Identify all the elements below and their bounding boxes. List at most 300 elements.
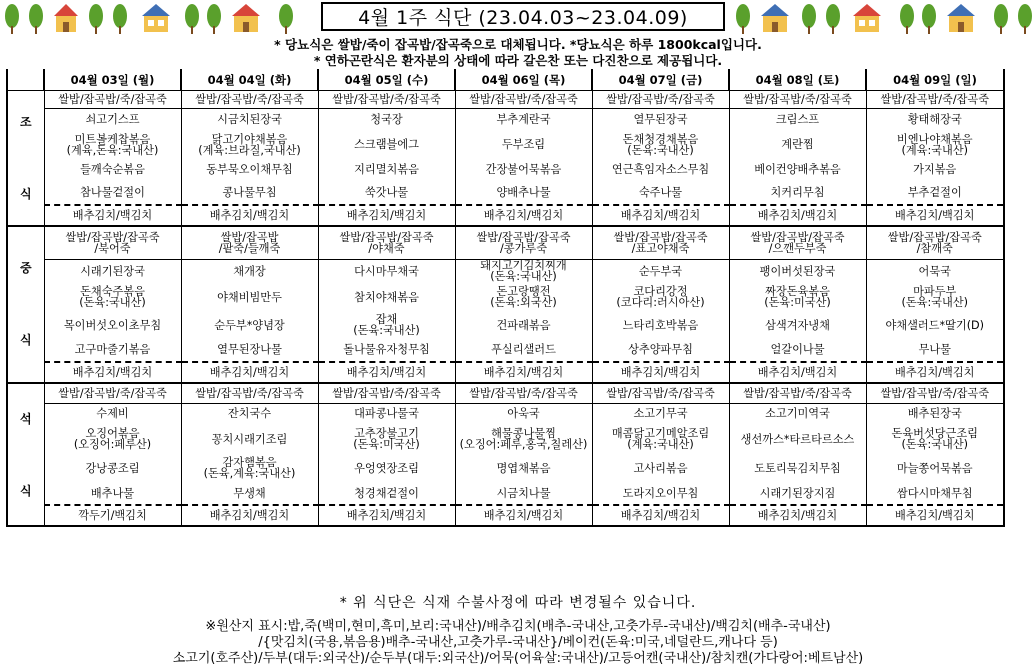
menu-item-text: 크림스프 bbox=[775, 113, 820, 127]
menu-cell bbox=[455, 424, 592, 454]
menu-item-text: 배추김치/백김치 bbox=[620, 208, 701, 222]
menu-cell bbox=[318, 505, 455, 526]
menu-cell bbox=[181, 181, 318, 205]
house-icon bbox=[761, 4, 975, 32]
menu-cell bbox=[44, 362, 181, 383]
menu-cell bbox=[592, 109, 729, 131]
menu-item-text: 시금치된장국 bbox=[217, 113, 282, 127]
menu-item-text: 마파두부 (돈육:국내산) bbox=[901, 285, 969, 309]
menu-item-text: 고추장불고기 (돈육:미국산) bbox=[353, 427, 420, 451]
menu-item-text: 쌀밥/잡곡밥/잡곡죽 /으깬두부죽 bbox=[750, 230, 845, 255]
menu-item-text: 계란찜 bbox=[781, 138, 814, 151]
menu-cell bbox=[455, 282, 592, 312]
notice-diabetic: * 당뇨식은 쌀밥/죽이 잡곡밥/잡곡죽으로 대체됩니다. *당뇨식은 하루 1800kcal입니다. bbox=[274, 37, 762, 52]
menu-item-text: 연근흑임자소스무침 bbox=[611, 163, 710, 176]
menu-cell bbox=[866, 338, 1004, 362]
menu-cell bbox=[866, 505, 1004, 526]
menu-cell bbox=[729, 424, 866, 454]
meal-label bbox=[7, 383, 44, 526]
menu-cell bbox=[455, 383, 592, 403]
menu-item-text: 대파콩나물국 bbox=[354, 407, 419, 421]
meal-label-top: 조 bbox=[19, 114, 32, 129]
menu-item-text: 쑥갓나물 bbox=[364, 185, 409, 199]
menu-cell bbox=[318, 205, 455, 226]
house-icon bbox=[54, 4, 260, 32]
menu-item-text: 배추김치/백김치 bbox=[72, 208, 153, 222]
menu-cell bbox=[729, 362, 866, 383]
menu-item-text: 감자햄볶음 (돈육,계육:국내산) bbox=[203, 456, 296, 480]
menu-cell bbox=[729, 91, 866, 109]
menu-item-text: 배추김치/백김치 bbox=[895, 509, 975, 522]
menu-cell bbox=[866, 383, 1004, 403]
menu-item-text: 깍두기/백김치 bbox=[78, 509, 147, 522]
menu-cell bbox=[866, 482, 1004, 505]
menu-cell bbox=[729, 383, 866, 403]
menu-cell bbox=[44, 260, 181, 283]
menu-cell bbox=[592, 383, 729, 403]
menu-cell bbox=[729, 403, 866, 424]
menu-item-text: 쌀밥/잡곡밥/죽/잡곡죽 bbox=[606, 93, 715, 106]
menu-cell bbox=[44, 403, 181, 424]
menu-cell bbox=[455, 205, 592, 226]
menu-row bbox=[7, 91, 1004, 109]
menu-item-text: 황태해장국 bbox=[907, 113, 962, 127]
origin-line: /{맛김치(국용,볶음용)배추-국내산,고춧가루-국내산}/베이컨(돈육:미국,네덜란드,캐나다 등) bbox=[258, 635, 778, 650]
menu-item-text: 배추김치/백김치 bbox=[72, 366, 153, 379]
menu-cell bbox=[44, 505, 181, 526]
menu-item-text: 쌀밥/잡곡밥/죽/잡곡죽 bbox=[469, 93, 578, 106]
menu-cell bbox=[318, 482, 455, 505]
menu-cell bbox=[181, 159, 318, 181]
menu-item-text: 얼갈이나물 bbox=[770, 343, 825, 356]
menu-row bbox=[7, 338, 1004, 362]
menu-item-text: 무생채 bbox=[233, 486, 266, 500]
menu-item-text: 쌀밥/잡곡밥 /팥죽/들깨죽 bbox=[218, 230, 281, 255]
menu-item-text: 쌀밥/잡곡밥/죽/잡곡죽 bbox=[880, 93, 990, 106]
menu-cell bbox=[181, 482, 318, 505]
menu-item-text: 쌀밥/잡곡밥/죽/잡곡죽 bbox=[195, 93, 304, 106]
menu-item-text: 푸실리샐러드 bbox=[491, 343, 556, 356]
weekly-menu-table bbox=[6, 69, 1005, 527]
menu-item-text: 쌀밥/잡곡밥/죽/잡곡죽 bbox=[58, 386, 167, 400]
menu-cell bbox=[318, 338, 455, 362]
menu-item-text: 부추계란국 bbox=[496, 113, 551, 127]
menu-item-text: 배추김치/백김치 bbox=[757, 366, 838, 379]
menu-row bbox=[7, 424, 1004, 454]
menu-cell bbox=[729, 454, 866, 482]
menu-cell bbox=[592, 454, 729, 482]
menu-cell bbox=[729, 505, 866, 526]
menu-item-text: 순두부*양념장 bbox=[214, 318, 285, 332]
menu-item-text: 참치야채볶음 bbox=[354, 290, 419, 304]
menu-cell bbox=[181, 260, 318, 283]
menu-item-text: 해물콩나물찜 (오징어:페루,홍국,칠레산) bbox=[459, 427, 588, 451]
menu-cell bbox=[455, 403, 592, 424]
menu-cell bbox=[318, 109, 455, 131]
menu-cell bbox=[44, 482, 181, 505]
menu-item-text: 건파래볶음 bbox=[496, 318, 551, 332]
menu-cell bbox=[181, 362, 318, 383]
menu-row bbox=[7, 282, 1004, 312]
menu-item-text: 목이버섯오이초무침 bbox=[63, 318, 162, 332]
origin-line: 소고기(호주산)/두부(대두:외국산)/순두부(대두:외국산)/어묵(어육살:국내산)/고등어캔(국내산)/참치캔(가다랑어:베트남산) bbox=[172, 651, 864, 666]
menu-cell bbox=[455, 181, 592, 205]
menu-cell bbox=[729, 338, 866, 362]
menu-row bbox=[7, 181, 1004, 205]
menu-item-text: 콩나물무침 bbox=[222, 185, 277, 199]
menu-cell bbox=[592, 131, 729, 159]
menu-item-text: 청경채겉절이 bbox=[354, 486, 419, 500]
menu-cell bbox=[318, 362, 455, 383]
menu-cell bbox=[318, 91, 455, 109]
day-header: 04월 07일 (금) bbox=[592, 69, 729, 91]
menu-cell bbox=[318, 260, 455, 283]
meal-label-top: 중 bbox=[19, 261, 32, 276]
menu-cell bbox=[318, 159, 455, 181]
day-header: 04월 05일 (수) bbox=[318, 69, 455, 91]
menu-cell bbox=[181, 424, 318, 454]
menu-item-text: 돈채숙주볶음 (돈육:국내산) bbox=[79, 285, 146, 309]
meal-label bbox=[7, 226, 44, 384]
menu-cell bbox=[592, 282, 729, 312]
menu-cell bbox=[44, 131, 181, 159]
menu-item-text: 시래기된장지짐 bbox=[759, 486, 836, 500]
menu-cell bbox=[455, 159, 592, 181]
menu-item-text: 쌀밥/잡곡밥/죽/잡곡죽 bbox=[743, 386, 852, 400]
menu-item-text: 쌀밥/잡곡밥/죽/잡곡죽 bbox=[743, 93, 852, 106]
menu-item-text: 시래기된장국 bbox=[80, 264, 145, 278]
menu-item-text: 소고기미역국 bbox=[765, 407, 830, 421]
menu-cell bbox=[729, 109, 866, 131]
menu-cell bbox=[729, 181, 866, 205]
notice-block bbox=[0, 37, 1036, 69]
day-header: 04월 08일 (토) bbox=[729, 69, 866, 91]
menu-item-text: 배추김치/백김치 bbox=[209, 366, 290, 379]
menu-item-text: 들깨숙순볶음 bbox=[80, 163, 145, 176]
menu-item-text: 오징어볶음 (오징어:페루산) bbox=[73, 427, 152, 451]
menu-item-text: 고구마줄기볶음 bbox=[74, 343, 151, 356]
menu-item-text: 간장불어묵볶음 bbox=[485, 163, 562, 176]
menu-cell bbox=[44, 159, 181, 181]
menu-cell bbox=[592, 260, 729, 283]
menu-row bbox=[7, 362, 1004, 383]
menu-cell bbox=[866, 403, 1004, 424]
menu-cell bbox=[44, 91, 181, 109]
menu-item-text: 쇠고기스프 bbox=[85, 113, 140, 127]
menu-cell bbox=[318, 383, 455, 403]
menu-cell bbox=[592, 505, 729, 526]
menu-item-text: 배추된장국 bbox=[907, 407, 962, 421]
menu-item-text: 배추김치/백김치 bbox=[209, 208, 290, 222]
menu-cell bbox=[866, 109, 1004, 131]
menu-item-text: 잔치국수 bbox=[227, 407, 272, 421]
menu-cell bbox=[44, 312, 181, 338]
menu-item-text: 야채샐러드*딸기(D) bbox=[885, 318, 985, 332]
menu-cell bbox=[181, 109, 318, 131]
menu-cell bbox=[866, 424, 1004, 454]
menu-item-text: 지리멸치볶음 bbox=[354, 163, 419, 176]
menu-row bbox=[7, 482, 1004, 505]
menu-item-text: 배추김치/백김치 bbox=[757, 509, 838, 522]
menu-cell bbox=[729, 482, 866, 505]
menu-item-text: 쌀밥/잡곡밥/죽/잡곡죽 bbox=[469, 386, 578, 400]
menu-cell bbox=[455, 131, 592, 159]
menu-cell bbox=[318, 181, 455, 205]
menu-cell bbox=[866, 454, 1004, 482]
menu-item-text: 쌀밥/잡곡밥/잡곡죽 /야채죽 bbox=[339, 230, 434, 255]
menu-cell bbox=[318, 403, 455, 424]
menu-cell bbox=[455, 226, 592, 260]
menu-cell bbox=[866, 91, 1004, 109]
menu-item-text: 채개장 bbox=[233, 264, 266, 278]
menu-cell bbox=[318, 282, 455, 312]
change-notice: * 위 식단은 식재 수불사정에 따라 변경될수 있습니다. bbox=[339, 595, 697, 611]
menu-item-text: 배추김치/백김치 bbox=[620, 366, 701, 379]
menu-cell bbox=[866, 226, 1004, 260]
menu-cell bbox=[866, 282, 1004, 312]
menu-item-text: 돈채청경채볶음 (돈육:국내산) bbox=[622, 132, 699, 157]
menu-item-text: 느타리호박볶음 bbox=[622, 318, 699, 332]
menu-row bbox=[7, 403, 1004, 424]
menu-cell bbox=[318, 312, 455, 338]
menu-cell bbox=[455, 482, 592, 505]
menu-item-text: 소고기무국 bbox=[633, 407, 688, 421]
menu-row bbox=[7, 159, 1004, 181]
menu-item-text: 쌀밥/잡곡밥/죽/잡곡죽 bbox=[332, 386, 441, 400]
meal-label-bottom: 식 bbox=[19, 186, 32, 201]
menu-cell bbox=[455, 505, 592, 526]
menu-cell bbox=[44, 383, 181, 403]
menu-cell bbox=[866, 205, 1004, 226]
menu-item-text: 돌나물유자청무침 bbox=[343, 343, 430, 356]
menu-cell bbox=[181, 205, 318, 226]
menu-cell bbox=[181, 91, 318, 109]
menu-item-text: 쌀밥/잡곡밥/죽/잡곡죽 bbox=[880, 386, 990, 400]
menu-cell bbox=[592, 482, 729, 505]
menu-cell bbox=[455, 91, 592, 109]
notice-dysphagia: * 연하곤란식은 환자분의 상태에 따라 갈은찬 또는 다진찬으로 제공됩니다. bbox=[313, 53, 723, 68]
menu-item-text: 돈고랑땡전 (돈육:외국산) bbox=[490, 285, 557, 309]
corner-cell bbox=[7, 69, 44, 91]
meal-label-top: 석 bbox=[19, 411, 32, 426]
menu-item-text: 동부묵오이채무침 bbox=[206, 163, 293, 176]
menu-body bbox=[7, 91, 1004, 527]
menu-item-text: 쌈다시마채무침 bbox=[896, 486, 973, 500]
menu-cell bbox=[181, 226, 318, 260]
menu-cell bbox=[729, 260, 866, 283]
menu-item-text: 청국장 bbox=[370, 113, 403, 127]
menu-item-text: 매콤닭고기메알조림 (계육:국내산) bbox=[611, 427, 710, 451]
menu-cell bbox=[44, 181, 181, 205]
menu-cell bbox=[592, 226, 729, 260]
menu-cell bbox=[455, 338, 592, 362]
menu-item-text: 코다리강정 (코다리:러시아산) bbox=[616, 285, 705, 309]
menu-cell bbox=[729, 282, 866, 312]
menu-item-text: 순두부국 bbox=[638, 264, 683, 278]
menu-row bbox=[7, 260, 1004, 283]
menu-item-text: 부추겉절이 bbox=[907, 185, 962, 199]
menu-cell bbox=[181, 338, 318, 362]
menu-item-text: 도토리묵김치무침 bbox=[754, 461, 841, 475]
menu-item-text: 닭고기야채볶음 (계육:브라질,국내산) bbox=[198, 132, 301, 157]
menu-row bbox=[7, 383, 1004, 403]
menu-item-text: 미트볼케찹볶음 (계육,돈육:국내산) bbox=[66, 132, 159, 157]
meal-label bbox=[7, 91, 44, 226]
menu-cell bbox=[592, 91, 729, 109]
menu-item-text: 잡채 (돈육:국내산) bbox=[353, 313, 420, 337]
menu-item-text: 열무된장나물 bbox=[217, 343, 282, 356]
menu-item-text: 베이컨양배추볶음 bbox=[754, 163, 841, 176]
menu-item-text: 양배추나물 bbox=[496, 185, 551, 199]
decorative-village-right bbox=[733, 2, 1036, 34]
menu-item-text: 숙주나물 bbox=[638, 185, 683, 199]
menu-row bbox=[7, 312, 1004, 338]
menu-item-text: 배추김치/백김치 bbox=[483, 509, 564, 522]
menu-item-text: 야채비빔만두 bbox=[217, 290, 282, 304]
menu-cell bbox=[729, 131, 866, 159]
menu-row bbox=[7, 454, 1004, 482]
menu-item-text: 명엽채볶음 bbox=[496, 461, 551, 475]
menu-cell bbox=[181, 312, 318, 338]
menu-cell bbox=[455, 312, 592, 338]
menu-cell bbox=[729, 226, 866, 260]
menu-item-text: 배추김치/백김치 bbox=[346, 366, 427, 379]
menu-item-text: 어묵국 bbox=[918, 264, 951, 278]
day-header: 04월 09일 (일) bbox=[866, 69, 1004, 91]
decorative-village-left bbox=[0, 2, 312, 34]
day-header: 04월 04일 (화) bbox=[181, 69, 318, 91]
menu-cell bbox=[318, 226, 455, 260]
menu-cell bbox=[866, 181, 1004, 205]
menu-cell bbox=[592, 205, 729, 226]
menu-item-text: 상추양파무침 bbox=[628, 343, 693, 356]
menu-row bbox=[7, 505, 1004, 526]
menu-cell bbox=[592, 338, 729, 362]
menu-row bbox=[7, 131, 1004, 159]
menu-cell bbox=[729, 205, 866, 226]
menu-cell bbox=[455, 109, 592, 131]
meal-label-bottom: 식 bbox=[19, 333, 32, 348]
menu-item-text: 쌀밥/잡곡밥/잡곡죽 /참깨죽 bbox=[887, 230, 982, 255]
menu-item-text: 돈육버섯당근조림 (돈육:국내산) bbox=[891, 427, 978, 451]
menu-item-text: 삼색겨자냉채 bbox=[765, 318, 830, 332]
menu-cell bbox=[592, 159, 729, 181]
menu-cell bbox=[181, 505, 318, 526]
menu-cell bbox=[592, 181, 729, 205]
menu-item-text: 배추김치/백김치 bbox=[620, 509, 701, 522]
menu-cell bbox=[44, 205, 181, 226]
menu-item-text: 배추김치/백김치 bbox=[757, 208, 838, 222]
menu-item-text: 치커리무침 bbox=[770, 185, 825, 199]
menu-item-text: 다시마무채국 bbox=[354, 264, 419, 278]
menu-item-text: 배추김치/백김치 bbox=[483, 208, 564, 222]
menu-cell bbox=[592, 403, 729, 424]
menu-item-text: 배추김치/백김치 bbox=[346, 208, 427, 222]
menu-cell bbox=[866, 131, 1004, 159]
menu-item-text: 비엔나야채볶음 (계육:국내산) bbox=[896, 132, 973, 157]
day-header: 04월 06일 (목) bbox=[455, 69, 592, 91]
page-title: 4월 1주 식단 (23.04.03~23.04.09) bbox=[321, 2, 725, 31]
menu-item-text: 쌀밥/잡곡밥/죽/잡곡죽 bbox=[58, 93, 167, 106]
menu-cell bbox=[455, 362, 592, 383]
menu-cell bbox=[455, 454, 592, 482]
menu-item-text: 아욱국 bbox=[507, 407, 540, 421]
menu-item-text: 배추김치/백김치 bbox=[483, 366, 564, 379]
menu-item-text: 배추김치/백김치 bbox=[209, 509, 290, 522]
header-strip bbox=[0, 0, 1036, 36]
menu-cell bbox=[181, 454, 318, 482]
menu-item-text: 강낭콩조림 bbox=[85, 461, 140, 475]
menu-cell bbox=[181, 403, 318, 424]
menu-item-text: 배추김치/백김치 bbox=[895, 208, 975, 222]
menu-item-text: 두부조림 bbox=[501, 138, 546, 151]
menu-item-text: 짜장돈육볶음 (돈육:미국산) bbox=[764, 285, 831, 309]
menu-item-text: 쌀밥/잡곡밥/잡곡죽 /표고야채죽 bbox=[613, 230, 708, 255]
menu-cell bbox=[44, 282, 181, 312]
menu-row bbox=[7, 226, 1004, 260]
menu-item-text: 팽이버섯된장국 bbox=[759, 264, 836, 278]
meal-label-bottom: 식 bbox=[19, 483, 32, 498]
menu-item-text: 쌀밥/잡곡밥/잡곡죽 /콩가루죽 bbox=[476, 230, 571, 255]
menu-cell bbox=[592, 312, 729, 338]
menu-cell bbox=[181, 131, 318, 159]
menu-item-text: 마늘쫑어묵볶음 bbox=[896, 461, 973, 475]
menu-cell bbox=[866, 362, 1004, 383]
menu-item-text: 돼지고기김치찌개 (돈육:국내산) bbox=[480, 259, 567, 282]
menu-cell bbox=[866, 312, 1004, 338]
menu-cell bbox=[318, 424, 455, 454]
menu-item-text: 가지볶음 bbox=[913, 163, 957, 176]
menu-cell bbox=[181, 282, 318, 312]
day-header: 04월 03일 (월) bbox=[44, 69, 181, 91]
menu-item-text: 쌀밥/잡곡밥/잡곡죽 /북어죽 bbox=[65, 230, 160, 255]
menu-item-text: 배추김치/백김치 bbox=[895, 366, 975, 379]
menu-cell bbox=[592, 424, 729, 454]
menu-item-text: 꽁치시래기조림 bbox=[211, 432, 288, 446]
menu-row bbox=[7, 109, 1004, 131]
menu-cell bbox=[318, 454, 455, 482]
menu-item-text: 스크램블에그 bbox=[354, 138, 419, 151]
origin-line: ※원산지 표시:밥,죽(백미,현미,흑미,보리:국내산)/배추김치(배추-국내산,고춧가루-국내산)/백김치(배추-국내산) bbox=[205, 619, 831, 634]
menu-cell bbox=[729, 312, 866, 338]
menu-cell bbox=[729, 159, 866, 181]
menu-cell bbox=[44, 226, 181, 260]
menu-item-text: 도라지오이무침 bbox=[622, 486, 699, 500]
menu-cell bbox=[44, 424, 181, 454]
menu-item-text: 생선까스*타르타르소스 bbox=[740, 432, 855, 446]
menu-item-text: 쌀밥/잡곡밥/죽/잡곡죽 bbox=[195, 386, 304, 400]
menu-item-text: 배추김치/백김치 bbox=[346, 509, 427, 522]
menu-item-text: 고사리볶음 bbox=[633, 461, 688, 475]
menu-cell bbox=[44, 454, 181, 482]
menu-item-text: 수제비 bbox=[96, 407, 129, 421]
day-header-row bbox=[7, 69, 1004, 91]
menu-cell bbox=[181, 383, 318, 403]
menu-cell bbox=[44, 109, 181, 131]
menu-cell bbox=[592, 362, 729, 383]
menu-item-text: 배추나물 bbox=[90, 486, 135, 500]
menu-item-text: 우엉엿장조림 bbox=[354, 461, 419, 475]
menu-cell bbox=[455, 260, 592, 283]
menu-item-text: 무나물 bbox=[918, 343, 951, 356]
menu-cell bbox=[866, 159, 1004, 181]
menu-item-text: 쌀밥/잡곡밥/죽/잡곡죽 bbox=[332, 93, 441, 106]
menu-item-text: 시금치나물 bbox=[496, 486, 551, 500]
menu-cell bbox=[866, 260, 1004, 283]
menu-cell bbox=[318, 131, 455, 159]
menu-row bbox=[7, 205, 1004, 226]
menu-item-text: 쌀밥/잡곡밥/죽/잡곡죽 bbox=[606, 386, 715, 400]
